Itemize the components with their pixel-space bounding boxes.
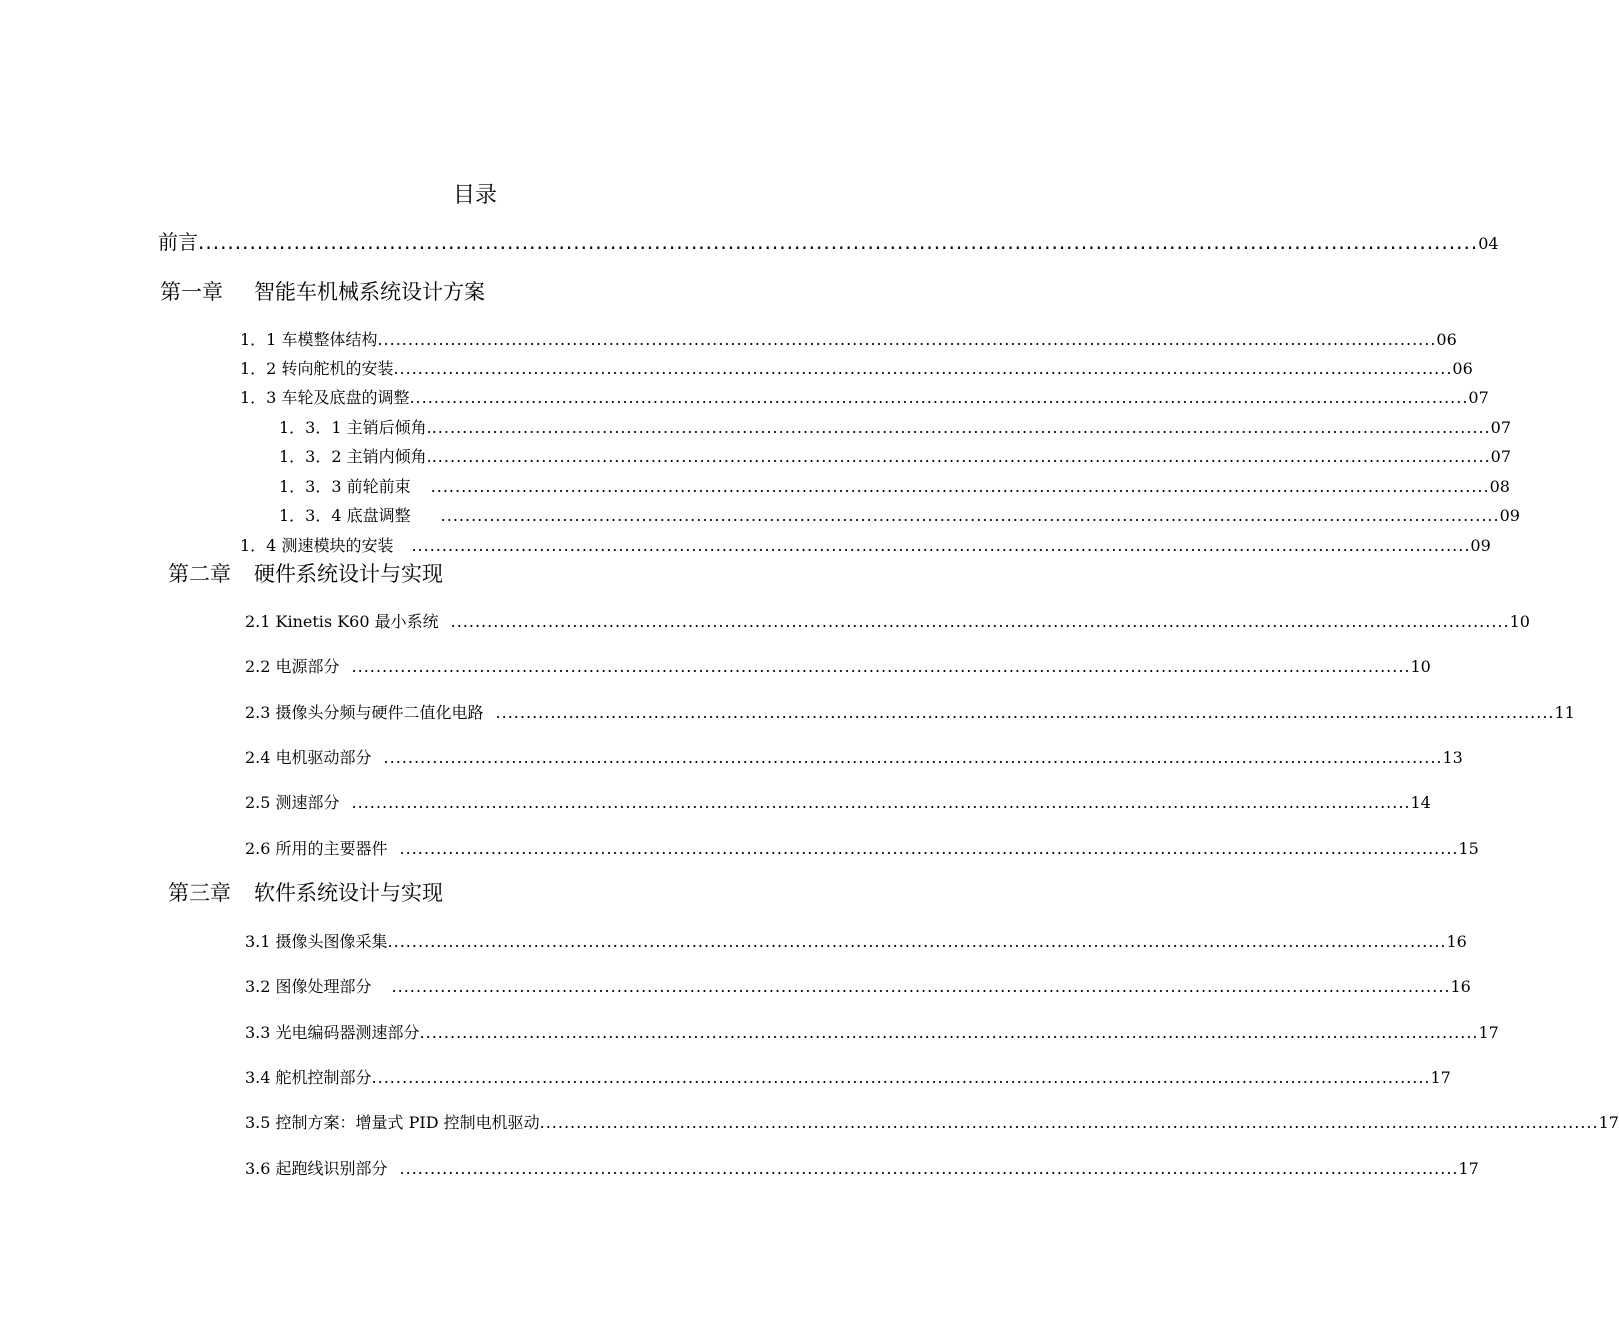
toc-entry[interactable] [279, 416, 1512, 440]
toc-page-number: 17 [1430, 1068, 1451, 1087]
toc-entry[interactable] [240, 328, 1457, 352]
toc-leader-dots: .............................................................................................................................................................................. [387, 932, 1447, 951]
toc-page-number: 04 [1478, 234, 1499, 253]
toc-page-number: 07 [1490, 447, 1512, 466]
toc-leader-dots: .............................................................................................................................................................................. [371, 1068, 1431, 1087]
toc-leader-dots: .............................................................................................................................................................................. [351, 793, 1411, 812]
toc-entry-label: 3.5 控制方案：增量式 PID 控制电机驱动 [245, 1113, 540, 1132]
toc-entry[interactable] [245, 655, 1431, 679]
chapter-title: 智能车机械系统设计方案 [254, 280, 485, 304]
toc-entry-label: 3.1 摄像头图像采集 [245, 932, 388, 951]
toc-leader-dots: .............................................................................................................................................................................. [198, 230, 1479, 254]
toc-page-number: 08 [1489, 477, 1510, 496]
toc-entry-preface[interactable] [158, 230, 1499, 256]
toc-page-number: 15 [1458, 839, 1479, 858]
toc-page-number: 10 [1509, 612, 1530, 631]
toc-leader-dots: .............................................................................................................................................................................. [440, 506, 1500, 525]
toc-entry[interactable] [245, 1157, 1479, 1181]
chapter-heading-1[interactable] [160, 277, 485, 307]
toc-leader-dots: .............................................................................................................................................................................. [399, 839, 1459, 858]
toc-leader-dots: .............................................................................................................................................................................. [539, 1113, 1599, 1132]
toc-entry-label: 1．2 转向舵机的安装 [240, 359, 394, 378]
toc-entry[interactable] [245, 975, 1471, 999]
toc-entry[interactable] [245, 746, 1463, 770]
toc-leader-dots: .............................................................................................................................................................................. [351, 657, 1411, 676]
toc-entry-label: 1．3．2 主销内倾角. [279, 447, 432, 466]
toc-entry-label: 2.1 Kinetis K60 最小系统 [245, 612, 439, 631]
toc-entry[interactable] [245, 837, 1479, 861]
toc-page-number: 17 [1478, 1023, 1499, 1042]
toc-page-number: 06 [1452, 359, 1473, 378]
toc-entry[interactable] [279, 504, 1520, 528]
toc-entry[interactable] [245, 930, 1467, 954]
toc-page-number: 07 [1468, 388, 1489, 407]
toc-page-number: 09 [1499, 506, 1520, 525]
toc-entry-label: 2.4 电机驱动部分 [245, 748, 372, 767]
toc-entry-label: 2.5 测速部分 [245, 793, 340, 812]
toc-leader-dots: .............................................................................................................................................................................. [377, 330, 1437, 349]
toc-entry-label: 2.6 所用的主要器件 [245, 839, 388, 858]
toc-leader-dots: .............................................................................................................................................................................. [409, 388, 1469, 407]
toc-leader-dots: .............................................................................................................................................................................. [383, 748, 1443, 767]
toc-entry-label: 2.2 电源部分 [245, 657, 340, 676]
chapter-title: 软件系统设计与实现 [254, 881, 443, 905]
toc-page-number: 16 [1450, 977, 1471, 996]
toc-leader-dots: .............................................................................................................................................................................. [411, 536, 1471, 555]
toc-leader-dots: .............................................................................................................................................................................. [430, 477, 1490, 496]
chapter-heading-3[interactable] [168, 878, 443, 908]
chapter-number: 第二章 [168, 562, 231, 586]
toc-entry[interactable] [279, 445, 1512, 469]
toc-entry[interactable] [245, 1066, 1451, 1090]
chapter-heading-2[interactable] [168, 559, 443, 589]
toc-leader-dots: .............................................................................................................................................................................. [399, 1159, 1459, 1178]
toc-leader-dots: .............................................................................................................................................................................. [431, 447, 1491, 466]
toc-entry-label: 1．3．3 前轮前束 [279, 477, 411, 496]
toc-entry-label: 1．3．1 主销后倾角. [279, 418, 432, 437]
toc-entry[interactable] [240, 534, 1491, 558]
toc-entry-label: 3.4 舵机控制部分 [245, 1068, 372, 1087]
toc-leader-dots: .............................................................................................................................................................................. [419, 1023, 1479, 1042]
toc-entry-label: 3.2 图像处理部分 [245, 977, 372, 996]
toc-entry-label: 1．3 车轮及底盘的调整 [240, 388, 410, 407]
toc-entry[interactable] [245, 1021, 1499, 1045]
toc-leader-dots: .............................................................................................................................................................................. [431, 418, 1491, 437]
chapter-number: 第一章 [160, 280, 223, 304]
toc-page-number: 10 [1410, 657, 1431, 676]
toc-entry-label: 2.3 摄像头分频与硬件二值化电路 [245, 703, 484, 722]
toc-leader-dots: .............................................................................................................................................................................. [495, 703, 1555, 722]
toc-entry[interactable] [245, 610, 1530, 634]
chapter-number: 第三章 [168, 881, 231, 905]
toc-entry-label: 前言 [158, 230, 198, 254]
toc-page-number: 09 [1470, 536, 1491, 555]
toc-entry-label: 3.6 起跑线识别部分 [245, 1159, 388, 1178]
toc-entry-label: 1．4 测速模块的安装 [240, 536, 394, 555]
toc-leader-dots: .............................................................................................................................................................................. [450, 612, 1510, 631]
toc-entry-label: 3.3 光电编码器测速部分 [245, 1023, 420, 1042]
toc-entry[interactable] [245, 701, 1575, 725]
toc-entry-label: 1．3．4 底盘调整 [279, 506, 411, 525]
chapter-title: 硬件系统设计与实现 [254, 562, 443, 586]
toc-page-number: 16 [1446, 932, 1467, 951]
toc-entry[interactable] [240, 357, 1473, 381]
toc-title: 目录 [452, 183, 497, 208]
toc-page-number: 13 [1442, 748, 1463, 767]
toc-entry[interactable] [279, 475, 1510, 499]
toc-page-number: 11 [1554, 703, 1575, 722]
toc-leader-dots: .............................................................................................................................................................................. [391, 977, 1451, 996]
toc-leader-dots: .............................................................................................................................................................................. [393, 359, 1453, 378]
toc-entry[interactable] [245, 1111, 1619, 1135]
toc-page-number: 17 [1598, 1113, 1619, 1132]
toc-page-number: 07 [1490, 418, 1512, 437]
toc-entry[interactable] [240, 386, 1489, 410]
toc-entry[interactable] [245, 791, 1431, 815]
toc-page-number: 17 [1458, 1159, 1479, 1178]
toc-page-number: 06 [1436, 330, 1457, 349]
toc-entry-label: 1．1 车模整体结构 [240, 330, 378, 349]
toc-page-number: 14 [1410, 793, 1431, 812]
